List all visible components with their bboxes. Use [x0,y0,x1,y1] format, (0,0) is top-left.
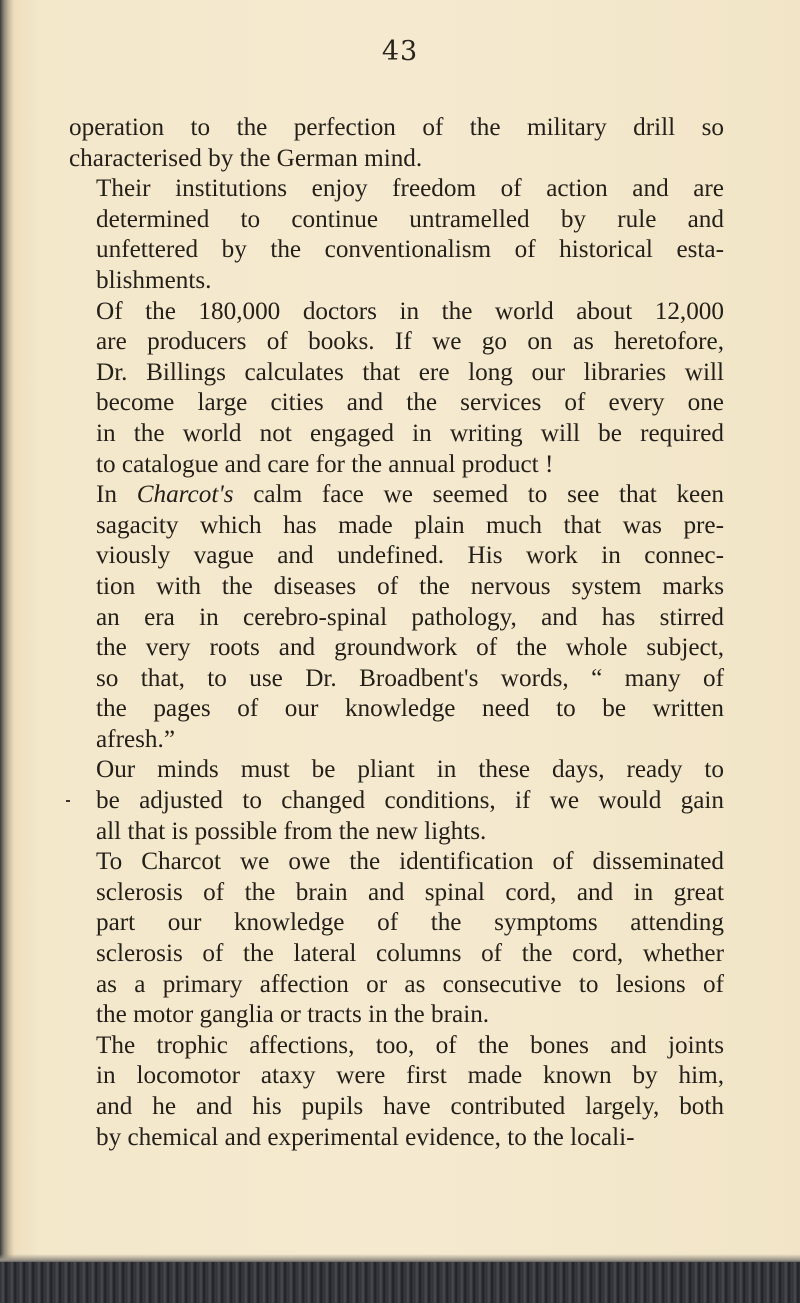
text-line: part our knowledge of the symptoms attending [96,909,724,937]
paragraph [69,113,724,174]
paragraph [69,174,724,296]
text-line: in locomotor ataxy were first made known by him, [96,1062,724,1090]
text-line: become large cities and the services of every one [96,389,724,417]
margin-mark [66,800,70,802]
text-line: to catalogue and care for the annual product ! [96,450,554,478]
body-text [69,113,724,1153]
italic-name: Charcot's [136,481,234,509]
text-line: the pages of our knowledge need to be written [96,695,724,723]
paragraph [69,1031,724,1153]
paragraph [69,755,724,847]
text-line: sclerosis of the brain and spinal cord, and in great [96,878,724,906]
paragraph [69,847,724,1031]
text-line: operation to the perfection of the military drill so [69,114,724,141]
text-line: in the world not engaged in writing will be required [96,419,724,447]
page-number: 43 [381,36,419,67]
text-line: blishments. [96,266,212,294]
text-line: determined to continue untramelled by rule and [96,205,724,233]
text-line: the very roots and groundwork of the whole subject, [96,634,724,662]
binding-edge [0,0,14,1303]
text-line: the motor ganglia or tracts in the brain. [96,1001,490,1029]
text-line: are producers of books. If we go on as heretofore, [96,328,724,356]
text-line: sagacity which has made plain much that was pre- [96,511,724,539]
text-line: and he and his pupils have contributed largely, both [96,1093,724,1120]
text-line: In Charcot's calm face we seemed to see that keen [96,481,724,509]
text-line: by chemical and experimental evidence, to the locali- [96,1123,635,1151]
text-line: tion with the diseases of the nervous system marks [96,572,724,600]
text-line: be adjusted to changed conditions, if we would gain [96,787,724,815]
book-edge-bottom [0,1262,800,1303]
text-line: The trophic affections, too, of the bones and joints [96,1031,724,1059]
text-line: Of the 180,000 doctors in the world about 12,000 [96,297,724,325]
text-line: all that is possible from the new lights. [96,817,487,845]
paragraph [69,297,724,481]
text-line: afresh.” [96,725,176,753]
text-line: To Charcot we owe the identification of disseminated [96,848,724,876]
text-line: characterised by the German mind. [69,144,423,172]
text-line: so that, to use Dr. Broadbent's words, “ many of [96,664,724,692]
text-line: Our minds must be pliant in these days, ready to [96,756,724,784]
text-line: sclerosis of the lateral columns of the cord, whether [96,940,724,968]
text-line: unfettered by the conventionalism of historical esta- [96,236,724,264]
text-line: Dr. Billings calculates that ere long our libraries will [96,358,724,386]
text-line: viously vague and undefined. His work in connec- [96,542,724,570]
text-line: an era in cerebro-spinal pathology, and has stirred [96,603,724,631]
paragraph [69,480,724,755]
text-line: Their institutions enjoy freedom of action and are [96,175,724,203]
text-line: as a primary affection or as consecutive to lesions of [96,970,724,998]
